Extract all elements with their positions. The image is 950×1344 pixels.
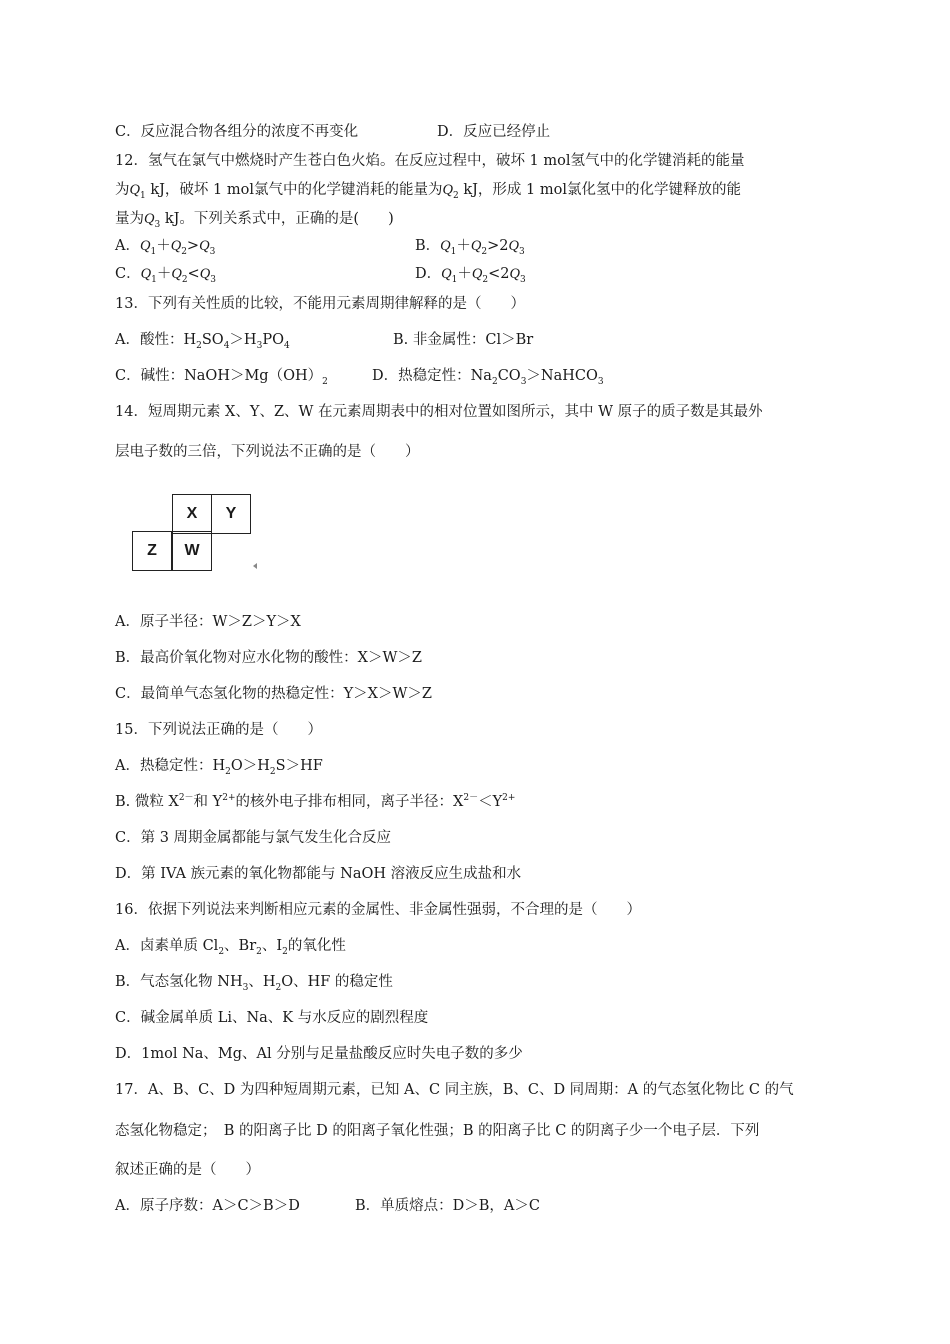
q11-option-d: D．反应已经停止 xyxy=(437,124,551,140)
q17-options-ab xyxy=(115,1196,541,1216)
q12-option-a: A．$Q_1+Q_2>Q_3$ xyxy=(115,238,216,257)
q12-stem-line1: 12．氢气在氯气中燃烧时产生苍白色火焰。在反应过程中，破坏 1 mol氢气中的化学键消耗的能量 xyxy=(115,153,745,169)
q17-stem-line3: 叙述正确的是（ ） xyxy=(115,1162,260,1178)
q13-stem: 13．下列有关性质的比较，不能用元素周期律解释的是（ ） xyxy=(115,296,525,312)
q17-option-a: A．原子序数：A＞C＞B＞D xyxy=(115,1198,300,1214)
q11-option-c: C．反应混合物各组分的浓度不再变化 xyxy=(115,124,359,140)
q12-options-cd xyxy=(115,264,526,285)
q12-option-c: C．$Q_1+Q_2<Q_3$ xyxy=(115,266,216,285)
q12-option-d: D．$Q_1+Q_2<2Q_3$ xyxy=(415,266,526,285)
q12-stem-line2: 为$Q_1$ kJ，破坏 1 mol氯气中的化学键消耗的能量为$Q_2$ kJ，形成 1 mol氯化氢中的化学键释放的能 xyxy=(115,182,741,201)
q12-options-ab xyxy=(115,236,525,257)
q14-stem-line2: 层电子数的三倍，下列说法不正确的是（ ） xyxy=(115,444,420,460)
cell-y: Y xyxy=(211,494,251,534)
q16-option-a: A．卤素单质 $Cl_2$、$Br_2$、$I_2$的氧化性 xyxy=(115,938,346,957)
q15-option-c: C．第 3 周期金属都能与氯气发生化合反应 xyxy=(115,830,392,846)
q13-options-cd xyxy=(115,366,604,387)
q17-stem-line2: 态氢化物稳定； B 的阳离子比 D 的阳离子氧化性强；B 的阳离子比 C 的阴离子少一个电子层．下列 xyxy=(115,1123,760,1139)
arrow-mark-icon xyxy=(253,563,257,569)
q16-stem: 16．依据下列说法来判断相应元素的金属性、非金属性强弱，不合理的是（ ） xyxy=(115,902,641,918)
q14-option-b: B．最高价氧化物对应水化物的酸性：X＞W＞Z xyxy=(115,650,422,666)
q12-option-b: B．$Q_1+Q_2>2Q_3$ xyxy=(415,238,525,257)
q14-option-a: A．原子半径：W＞Z＞Y＞X xyxy=(115,614,301,630)
q12-stem-line3: 量为$Q_3$ kJ。下列关系式中，正确的是( ) xyxy=(115,211,394,230)
q16-option-d: D．1mol Na、Mg、Al 分别与足量盐酸反应时失电子数的多少 xyxy=(115,1046,523,1062)
q13-options-ab xyxy=(115,330,534,351)
q15-stem: 15．下列说法正确的是（ ） xyxy=(115,722,322,738)
q16-option-c: C．碱金属单质 Li、Na、K 与水反应的剧烈程度 xyxy=(115,1010,429,1026)
q13-option-d: D．热稳定性：$Na_2CO_3>NaHCO_3$ xyxy=(372,368,604,387)
q14-stem-line1: 14．短周期元素 X、Y、Z、W 在元素周期表中的相对位置如图所示，其中 W 原子的质子数是其最外 xyxy=(115,404,763,420)
q16-option-b: B．气态氢化物 $NH_3$、$H_2O$、HF 的稳定性 xyxy=(115,974,393,993)
cell-z: Z xyxy=(132,531,172,571)
q13-option-b: B. 非金属性：Cl＞Br xyxy=(393,332,534,348)
q15-option-a: A．热稳定性：$H_2O>H_2S>HF$ xyxy=(115,758,323,777)
cell-w: W xyxy=(172,531,212,571)
q15-option-b: B. 微粒 $X^{2-}$和 $Y^{2+}$的核外电子排布相同，离子半径：$X^{2-}<Y^{2+}$ xyxy=(115,793,516,810)
q15-option-d: D．第 IVA 族元素的氧化物都能与 NaOH 溶液反应生成盐和水 xyxy=(115,866,522,882)
q17-stem-line1: 17．A、B、C、D 为四种短周期元素，已知 A、C 同主族，B、C、D 同周期：A 的气态氢化物比 C 的气 xyxy=(115,1082,794,1098)
cell-x: X xyxy=(172,494,212,534)
q14-option-c: C．最简单气态氢化物的热稳定性：Y＞X＞W＞Z xyxy=(115,686,432,702)
q17-option-b: B．单质熔点：D＞B，A＞C xyxy=(355,1198,541,1214)
q13-option-c: C．碱性：$NaOH>Mg(OH)_2$ xyxy=(115,368,328,387)
q11-options xyxy=(115,122,551,142)
q13-option-a: A．酸性：$H_2SO_4>H_3PO_4$ xyxy=(115,332,290,351)
